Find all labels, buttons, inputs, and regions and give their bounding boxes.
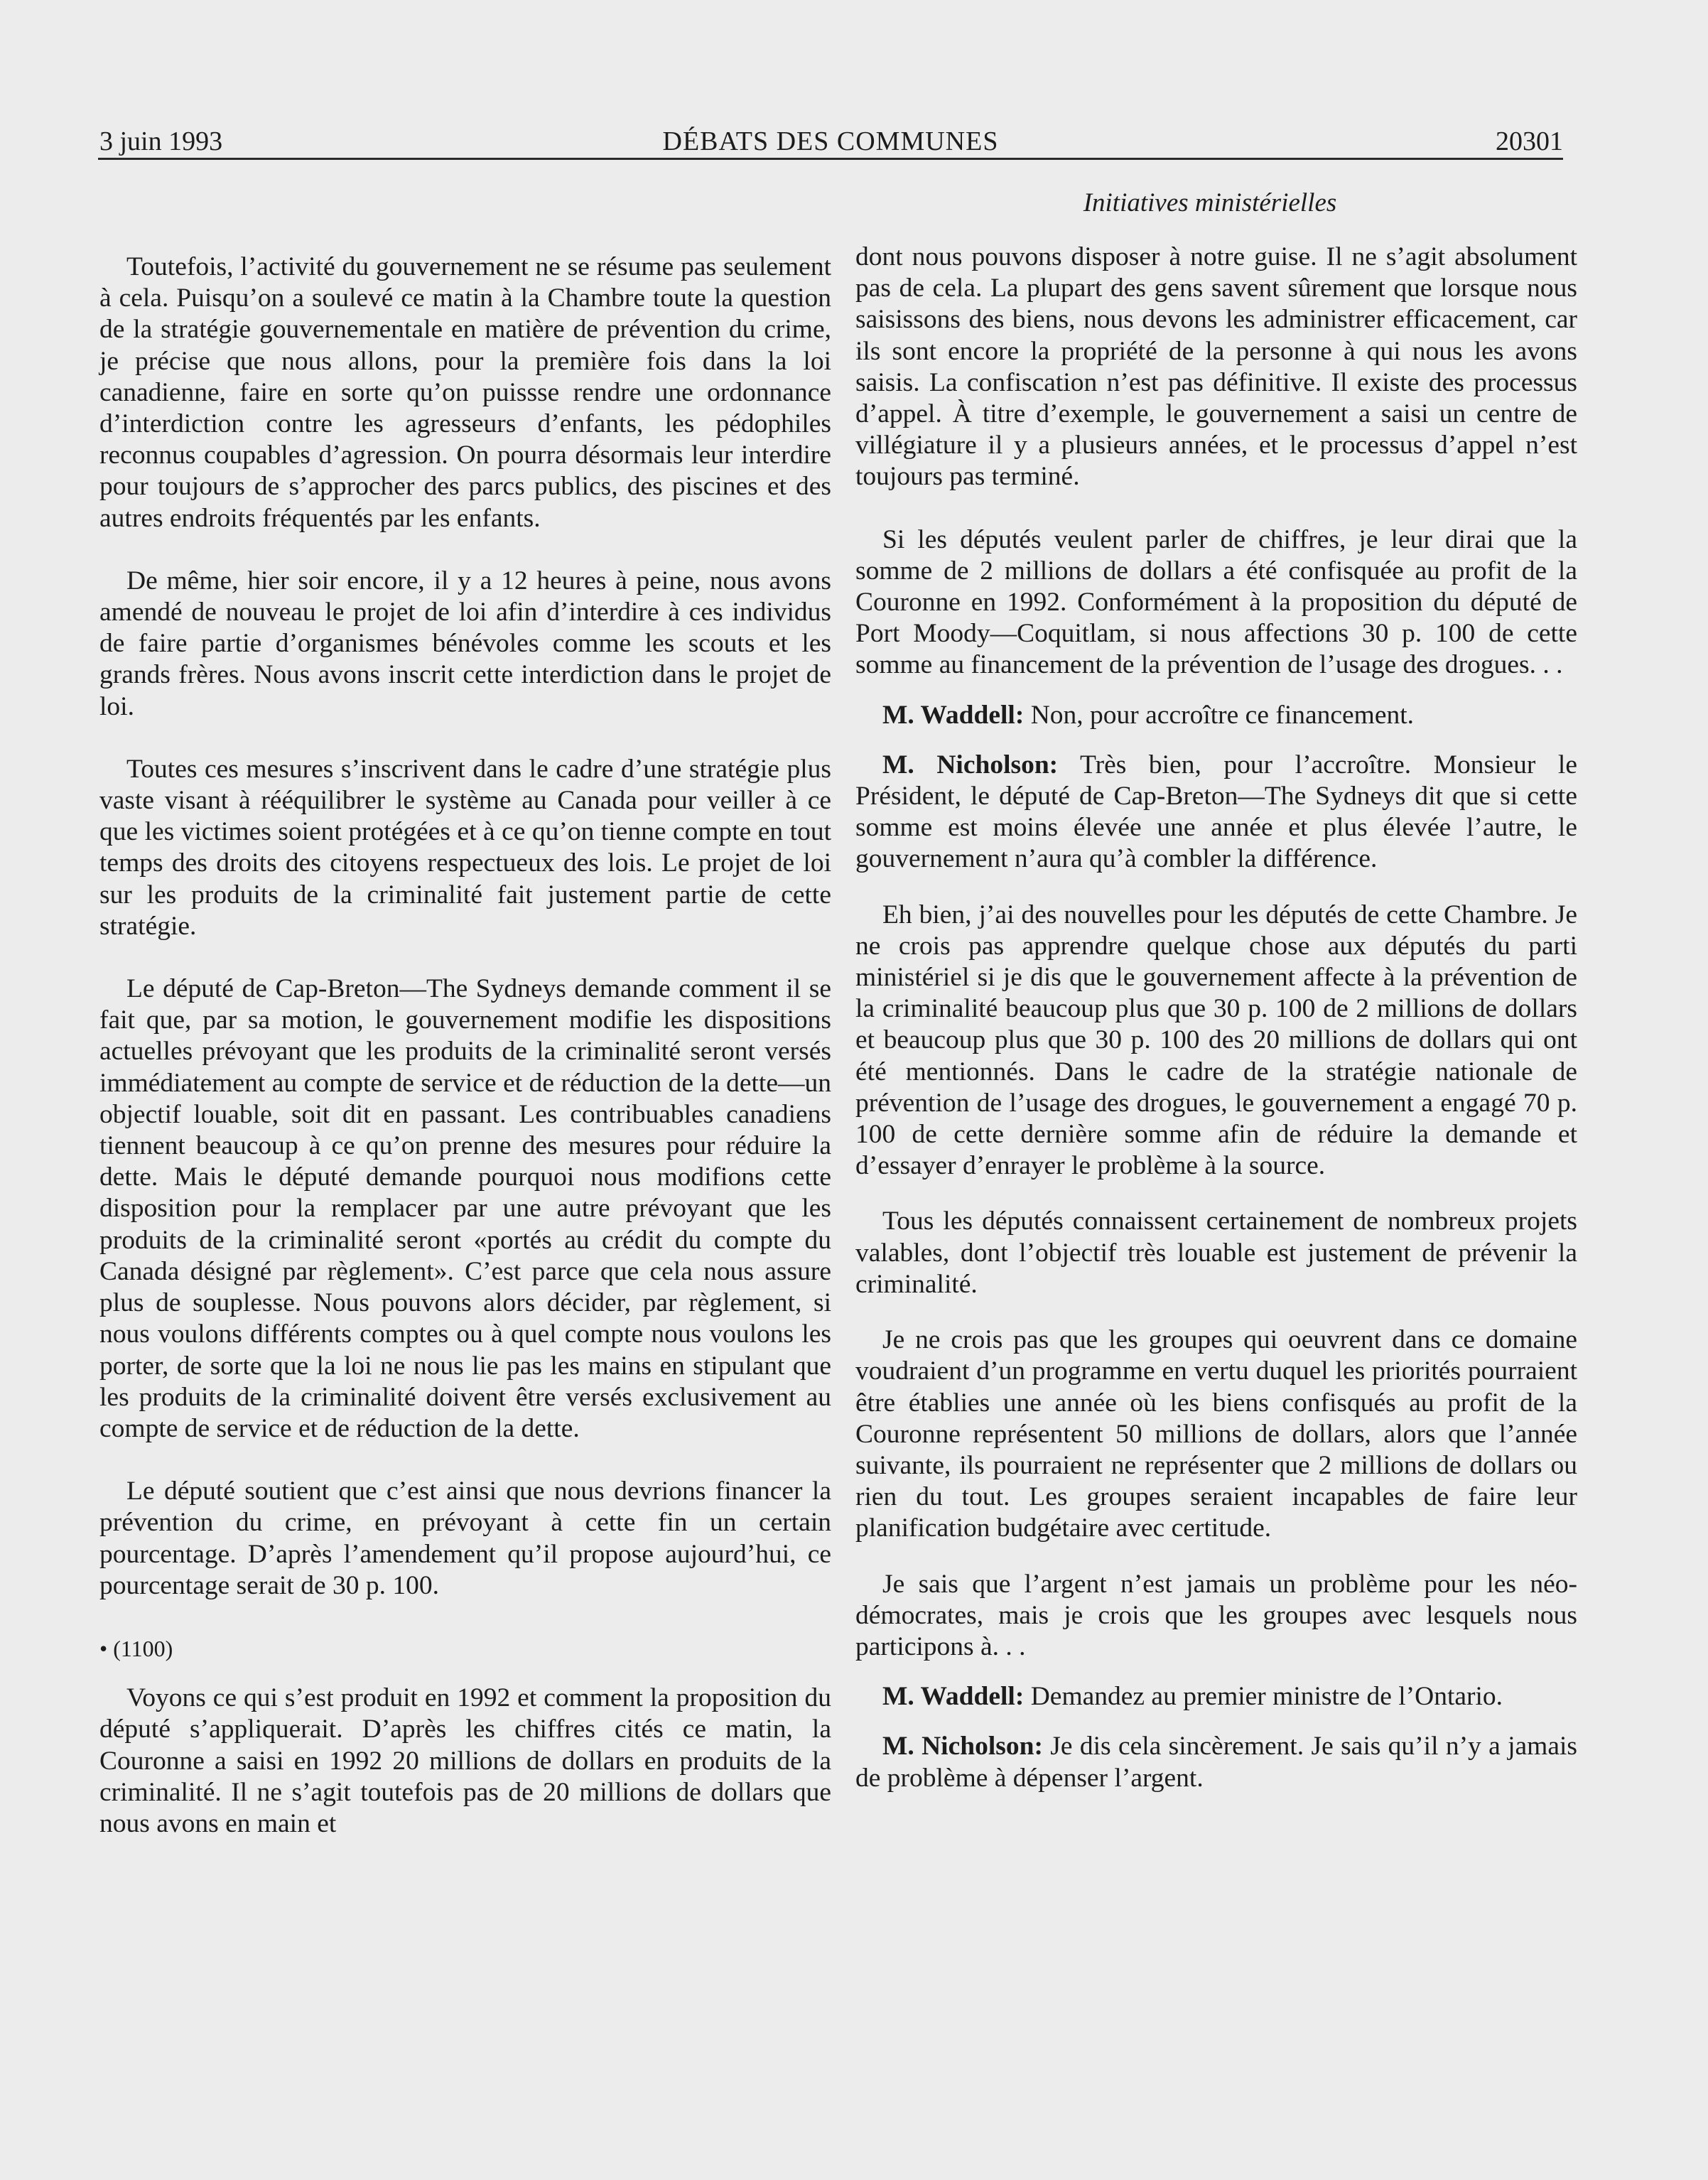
paragraph: Eh bien, j’ai des nouvelles pour les députés de cette Chambre. Je ne crois pas apprendre quelque chose aux députés du parti ministériel si je dis que le gouvernement affecte à la prévention de la criminalité beaucoup plus que 30 p. 100 de 2 millions de dollars et beaucoup plus que 30 p. 100 des 20 millions de dollars qui ont été mentionnés. Dans le cadre de la stratégie nationale de prévention de l’usage des drogues, le gouvernement a engagé 70 p. 100 de cette dernière somme afin de réduire la demande et d’essayer d’enrayer le problème à la source.: [855, 900, 1577, 1181]
speaker-paragraph: [855, 1731, 1577, 1793]
paragraph: Tous les députés connaissent certainement de nombreux projets valables, dont l’objectif très louable est justement de prévenir la criminalité.: [855, 1207, 1577, 1299]
time-marker: [99, 1633, 831, 1664]
header-date: 3 juin 1993: [99, 126, 223, 156]
page-header: [98, 114, 1563, 160]
paragraph: Si les députés veulent parler de chiffres, je leur dirai que la somme de 2 millions de dollars a été confisquée au profit de la Couronne en 1992. Conformément à la proposition du député de Port Moody—Coquitlam, si nous affections 30 p. 100 de cette somme au financement de la prévention de l’usage des drogues. . .: [855, 524, 1577, 680]
header-title: DÉBATS DES COMMUNES: [662, 126, 999, 156]
speaker-name: M. Nicholson:: [882, 750, 1059, 779]
speaker-name: M. Waddell:: [882, 700, 1025, 730]
paragraph: Voyons ce qui s’est produit en 1992 et comment la proposition du député s’appliquerait. D’après les chiffres cités ce matin, la Couronne a saisi en 1992 20 millions de dollars en produits de la criminalité. Il ne s’agit toutefois pas de 20 millions de dollars que nous avons en main et: [99, 1683, 831, 1838]
paragraph: Toutes ces mesures s’inscrivent dans le cadre d’une stratégie plus vaste visant à rééquilibrer le système au Canada pour veiller à ce que les victimes soient protégées et à ce qu’on tienne compte en tout temps des droits des citoyens respectueux des lois. Le projet de loi sur les produits de la criminalité fait justement partie de cette stratégie.: [99, 754, 831, 941]
paragraph: De même, hier soir encore, il y a 12 heures à peine, nous avons amendé de nouveau le projet de loi afin d’interdire à ces individus de faire partie d’organismes bénévoles comme les scouts et les grands frères. Nous avons inscrit cette interdiction dans le projet de loi.: [99, 566, 831, 721]
speaker-paragraph: [855, 1681, 1577, 1712]
speech-text: Très bien, pour l’accroître. Monsieur le Président, le député de Cap-Breton—The Sydneys dit que si cette somme est moins élevée une année et plus élevée l’autre, le gouvernement n’aura qu’à combler la différence.: [855, 750, 1577, 874]
speaker-paragraph: [855, 750, 1577, 875]
speaker-name: M. Waddell:: [882, 1682, 1025, 1712]
paragraph: Toutefois, l’activité du gouvernement ne se résume pas seulement à cela. Puisqu’on a soulevé ce matin à la Chambre toute la question de la stratégie gouvernementale en matière de prévention du crime, je précise que nous allons, pour la première fois dans la loi canadienne, faire en sorte qu’on puissse rendre une ordonnance d’interdiction contre les agresseurs d’enfants, les pédophiles reconnus coupables d’agression. On pourra désormais leur interdire pour toujours de s’approcher des parcs publics, des piscines et des autres endroits fréquentés par les enfants.: [99, 252, 831, 533]
speech-text: Demandez au premier ministre de l’Ontario.: [1024, 1682, 1503, 1712]
paragraph: Je sais que l’argent n’est jamais un problème pour les néo-démocrates, mais je crois que les groupes avec lesquels nous participons à. . .: [855, 1569, 1577, 1661]
paragraph: Le député de Cap-Breton—The Sydneys demande comment il se fait que, par sa motion, le gouvernement modifie les dispositions actuelles prévoyant que les produits de la criminalité seront versés immédiatement au compte de service et de réduction de la dette—un objectif louable, soit dit en passant. Les contribuables canadiens tiennent beaucoup à ce qu’on prenne des mesures pour réduire la dette. Mais le député demande pourquoi nous modifions cette disposition pour la remplacer par une autre prévoyant que les produits de la criminalité seront «portés au crédit du compte du Canada désigné par règlement». C’est parce que cela nous assure plus de souplesse. Nous pouvons alors décider, par règlement, si nous voulons différents comptes ou à quel compte nous voulons les porter, de sorte que la loi ne nous lie pas les mains en stipulant que les produits de la criminalité doivent être versés exclusivement au compte de service et de réduction de la dette.: [99, 974, 831, 1443]
speaker-name: M. Nicholson:: [882, 1732, 1043, 1761]
header-page-number: 20301: [1496, 126, 1563, 156]
paragraph: dont nous pouvons disposer à notre guise. Il ne s’agit absolument pas de cela. La plupart des gens savent sûrement que lorsque nous saisissons des biens, nous devons les administrer efficacement, car ils sont encore la propriété de la personne à qui nous les avons saisis. La confiscation n’est pas définitive. Il existe des processus d’appel. À titre d’exemple, le gouvernement a saisi un centre de villégiature il y a plusieurs années, et le processus d’appel n’est toujours pas terminé.: [855, 242, 1577, 492]
left-column: [99, 252, 831, 1840]
speech-text: Je dis cela sincèrement. Je sais qu’il n’y a jamais de problème à dépenser l’argent.: [855, 1732, 1578, 1793]
section-label: Initiatives ministérielles: [1083, 188, 1337, 217]
speech-text: Non, pour accroître ce financement.: [1024, 700, 1415, 730]
speaker-paragraph: [855, 700, 1577, 731]
paragraph: Le député soutient que c’est ainsi que nous devrions financer la prévention du crime, en prévoyant à cette fin un certain pourcentage. D’après l’amendement qu’il propose aujourd’hui, ce pourcentage serait de 30 p. 100.: [99, 1477, 831, 1600]
time-marker-text: • (1100): [99, 1635, 173, 1661]
right-column: [855, 242, 1577, 1794]
paragraph: Je ne crois pas que les groupes qui oeuvrent dans ce domaine voudraient d’un programme en vertu duquel les priorités pourraient être établies une année où les biens confisqués au profit de la Couronne représentent 50 millions de dollars, alors que l’année suivante, ils pourraient ne représenter que 2 millions de dollars ou rien du tout. Les groupes seraient incapables de faire leur planification budgétaire avec certitude.: [855, 1325, 1577, 1543]
